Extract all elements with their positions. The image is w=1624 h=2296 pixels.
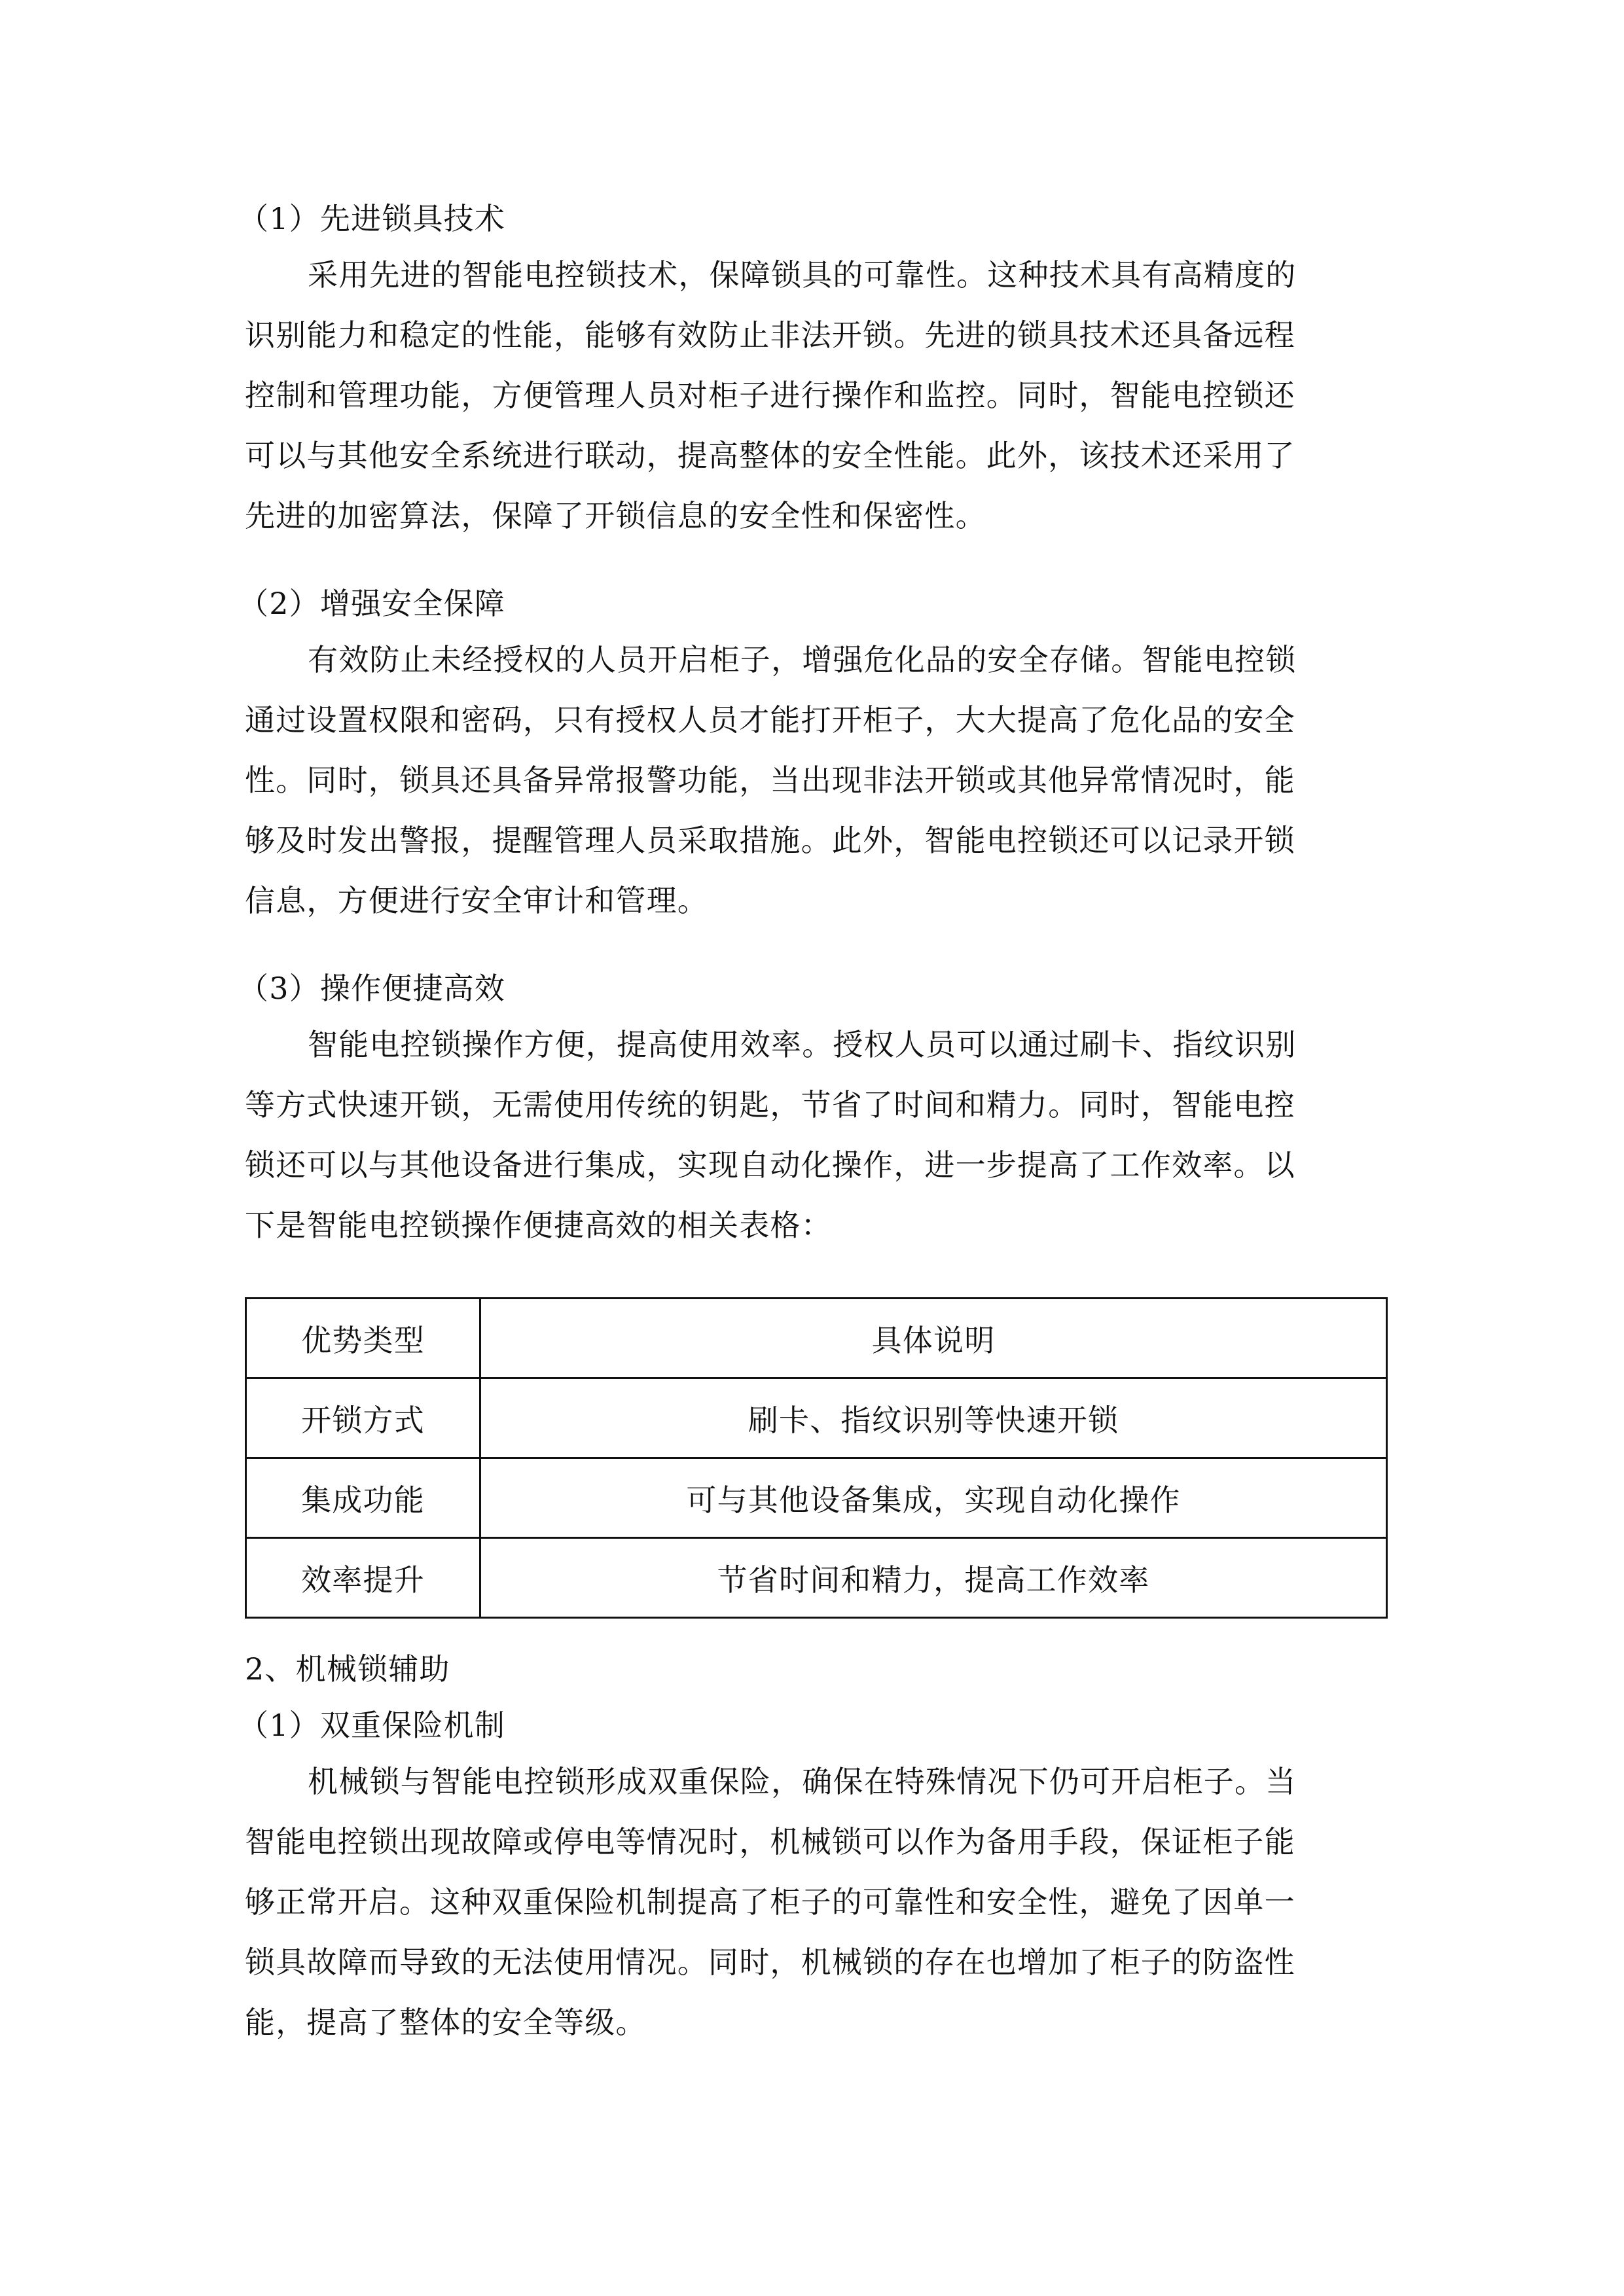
paragraph-line: 识别能力和稳定的性能，能够有效防止非法开锁。先进的锁具技术还具备远程 — [245, 317, 1295, 353]
table-cell: 节省时间和精力，提高工作效率 — [480, 1538, 1387, 1618]
paragraph-line: 等方式快速开锁，无需使用传统的钥匙，节省了时间和精力。同时，智能电控 — [245, 1087, 1295, 1122]
paragraph-line: 够正常开启。这种双重保险机制提高了柜子的可靠性和安全性，避免了因单一 — [245, 1884, 1295, 1920]
paragraph-line: 有效防止未经授权的人员开启柜子，增强危化品的安全存储。智能电控锁 — [308, 642, 1297, 677]
paragraph-line: 控制和管理功能，方便管理人员对柜子进行操作和监控。同时，智能电控锁还 — [245, 378, 1295, 413]
table-row — [246, 1378, 1387, 1458]
table-cell: 开锁方式 — [246, 1378, 480, 1458]
paragraph-line: 性。同时，锁具还具备异常报警功能，当出现非法开锁或其他异常情况时，能 — [245, 762, 1295, 798]
paragraph-line: 能，提高了整体的安全等级。 — [245, 2005, 647, 2040]
paragraph-line: 下是智能电控锁操作便捷高效的相关表格： — [245, 1208, 832, 1243]
subsection-heading: （1）先进锁具技术 — [238, 201, 506, 236]
table-cell: 效率提升 — [246, 1538, 480, 1618]
paragraph-line: 锁还可以与其他设备进行集成，实现自动化操作，进一步提高了工作效率。以 — [245, 1147, 1295, 1183]
paragraph-line: 可以与其他安全系统进行联动，提高整体的安全性能。此外，该技术还采用了 — [245, 438, 1295, 473]
advantages-table — [245, 1297, 1388, 1619]
table-header-cell: 优势类型 — [246, 1299, 480, 1378]
paragraph-line: 智能电控锁出现故障或停电等情况时，机械锁可以作为备用手段，保证柜子能 — [245, 1824, 1295, 1859]
paragraph-line: 采用先进的智能电控锁技术，保障锁具的可靠性。这种技术具有高精度的 — [308, 257, 1297, 293]
subsection-heading: （1）双重保险机制 — [238, 1708, 506, 1743]
table-header-row — [246, 1299, 1387, 1378]
paragraph-line: 先进的加密算法，保障了开锁信息的安全性和保密性。 — [245, 498, 986, 533]
table-cell: 可与其他设备集成，实现自动化操作 — [480, 1458, 1387, 1538]
subsection-heading: （3）操作便捷高效 — [238, 971, 506, 1006]
subsection-heading: （2）增强安全保障 — [238, 586, 506, 621]
paragraph-line: 够及时发出警报，提醒管理人员采取措施。此外，智能电控锁还可以记录开锁 — [245, 823, 1295, 858]
table-cell: 集成功能 — [246, 1458, 480, 1538]
table-header-cell: 具体说明 — [480, 1299, 1387, 1378]
table-cell: 刷卡、指纹识别等快速开锁 — [480, 1378, 1387, 1458]
paragraph-line: 智能电控锁操作方便，提高使用效率。授权人员可以通过刷卡、指纹识别 — [308, 1027, 1297, 1062]
paragraph-line: 机械锁与智能电控锁形成双重保险，确保在特殊情况下仍可开启柜子。当 — [308, 1764, 1297, 1799]
paragraph-line: 锁具故障而导致的无法使用情况。同时，机械锁的存在也增加了柜子的防盗性 — [245, 1945, 1295, 1980]
table-row — [246, 1538, 1387, 1618]
paragraph-line: 信息，方便进行安全审计和管理。 — [245, 883, 708, 918]
paragraph-line: 通过设置权限和密码，只有授权人员才能打开柜子，大大提高了危化品的安全 — [245, 702, 1295, 738]
section-heading: 2、机械锁辅助 — [245, 1651, 450, 1687]
table-row — [246, 1458, 1387, 1538]
